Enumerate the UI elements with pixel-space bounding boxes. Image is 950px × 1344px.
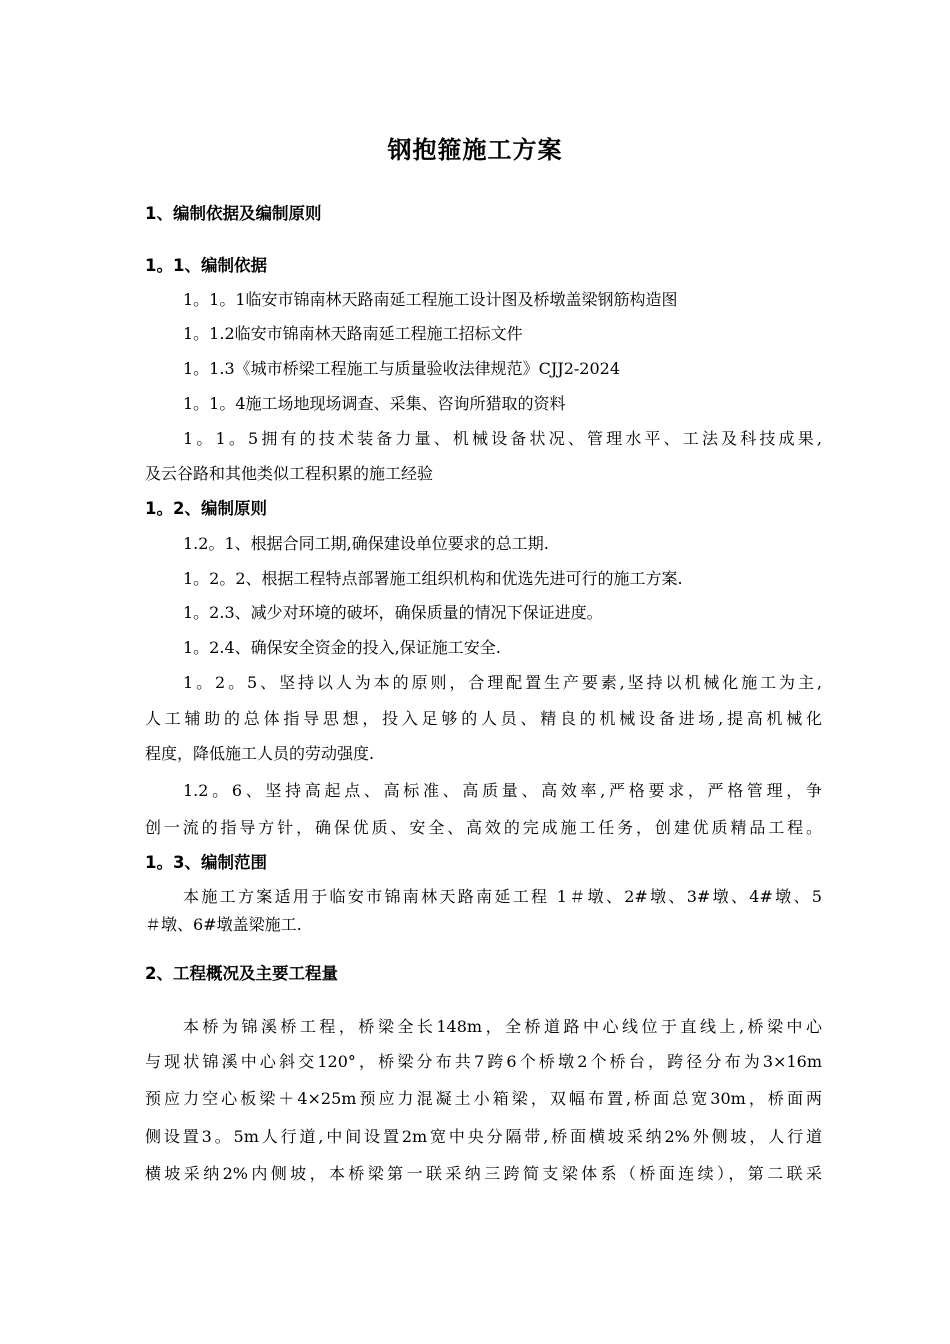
basis-item-5-line-1: 1。1。5拥有的技术装备力量、机械设备状况、管理水平、工法及科技成果,: [183, 429, 822, 448]
basis-item-5-line-2: 及云谷路和其他类似工程积累的施工经验: [145, 464, 434, 483]
overview-line-4: 侧设置3。5m人行道,中间设置2m宽中央分隔带,桥面横坡采纳2%外侧坡，人行道: [145, 1127, 822, 1146]
section-2-heading: 2、工程概况及主要工程量: [145, 964, 338, 983]
principle-item-5-line-2: 人工辅助的总体指导思想，投入足够的人员、精良的机械设备进场,提高机械化: [145, 709, 822, 728]
section-1-heading: 1、编制依据及编制原则: [145, 204, 322, 223]
principle-item-6-line-1: 1.2。6、坚持高起点、高标准、高质量、高效率,严格要求，严格管理，争: [183, 781, 822, 800]
overview-line-3: 预应力空心板梁＋4×25m预应力混凝土小箱梁，双幅布置,桥面总宽30m，桥面两: [145, 1089, 822, 1108]
document-title: 钢抱箍施工方案: [387, 136, 563, 164]
basis-item-2: 1。1.2临安市锦南林天路南延工程施工招标文件: [183, 324, 523, 343]
section-1-2-heading: 1。2、编制原则: [145, 499, 267, 518]
principle-item-6-line-2: 创一流的指导方针，确保优质、安全、高效的完成施工任务，创建优质精品工程。: [145, 818, 822, 837]
section-1-1-heading: 1。1、编制依据: [145, 256, 267, 275]
overview-line-2: 与现状锦溪中心斜交120°，桥梁分布共7跨6个桥墩2个桥台，跨径分布为3×16m: [145, 1052, 822, 1071]
principle-item-2: 1。2。2、根据工程特点部署施工组织机构和优选先进可行的施工方案.: [183, 569, 683, 588]
scope-line-2: ＃墩、6#墩盖梁施工.: [145, 915, 302, 934]
principle-item-5-line-1: 1。2。5、坚持以人为本的原则，合理配置生产要素,坚持以机械化施工为主,: [183, 673, 822, 692]
principle-item-1: 1.2。1、根据合同工期,确保建设单位要求的总工期.: [183, 534, 549, 553]
section-1-3-heading: 1。3、编制范围: [145, 853, 267, 872]
scope-line-1: 本施工方案适用于临安市锦南林天路南延工程 1＃墩、2#墩、3#墩、4#墩、5: [183, 887, 822, 906]
principle-item-4: 1。2.4、确保安全资金的投入,保证施工安全.: [183, 638, 501, 657]
overview-line-1: 本桥为锦溪桥工程，桥梁全长148m，全桥道路中心线位于直线上,桥梁中心: [183, 1017, 822, 1036]
basis-item-1: 1。1。1临安市锦南林天路南延工程施工设计图及桥墩盖梁钢筋构造图: [183, 290, 678, 309]
principle-item-5-line-3: 程度，降低施工人员的劳动强度.: [145, 744, 375, 763]
principle-item-3: 1。2.3、减少对环境的破坏，确保质量的情况下保证进度。: [183, 603, 603, 622]
basis-item-3: 1。1.3《城市桥梁工程施工与质量验收法律规范》CJJ2-2024: [183, 359, 621, 378]
overview-line-5: 横坡采纳2%内侧坡，本桥梁第一联采纳三跨简支梁体系（桥面连续），第二联采: [145, 1164, 822, 1183]
basis-item-4: 1。1。4施工场地现场调查、采集、咨询所猎取的资料: [183, 394, 566, 413]
